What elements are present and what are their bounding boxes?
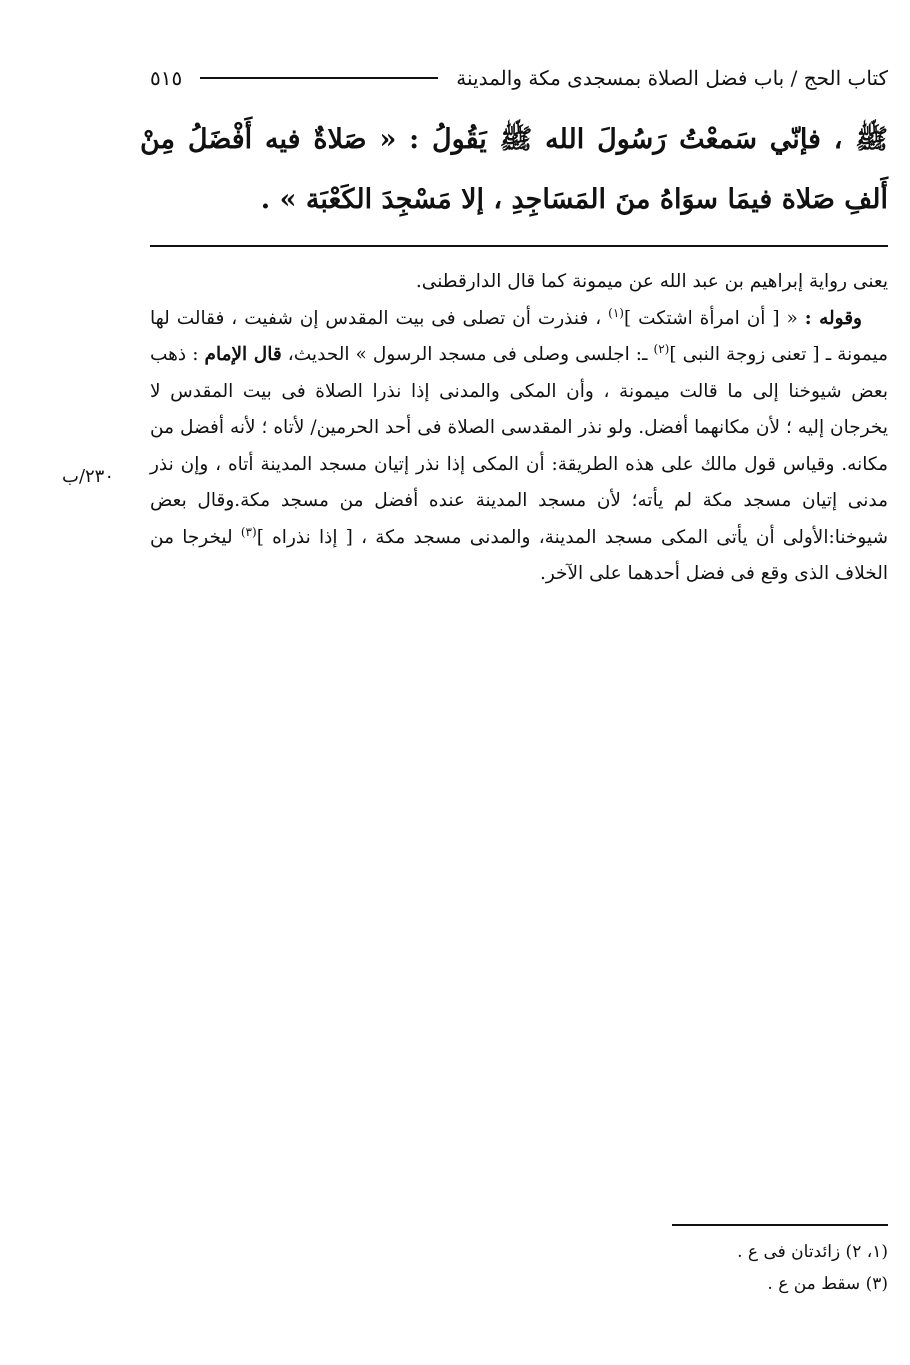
commentary-paragraph — [150, 301, 888, 593]
footnote-marker-2: (٢) — [653, 341, 670, 356]
footnote-marker-3: (٣) — [240, 524, 257, 539]
commentary-segment-a: « [ أن امرأة اشتكت ] — [623, 307, 805, 329]
commentary-imam-label: قال الإمام — [204, 344, 282, 365]
footnote-2: (٣) سقط من ع . — [767, 1274, 888, 1294]
commentary-segment-d: : ذهب بعض شيوخنا إلى ما قالت ميمونة ، وأن المكى والمدنى إذا نذرا الصلاة فى بيت المقدس لا يخرجان إليه ؛ لأن مكانهما أفضل. ولو نذر المقدسى الصلاة فى أحد الحرمين/ لأتاه ؛ لأنه أفضل من مكانه. وقياس قول مالك على هذه الطريقة: أن المكى إذا نذر إتيان مسجد المدينة أتاه ، وإن نذر مدنى إتيان مسجد مكة لم يأته؛ لأن مسجد المدينة عنده أفضل من مسجد مكة.وقال بعض شيوخنا:الأولى أن يأتى المكى مسجد المدينة، والمدنى مسجد مكة ، [ إذا نذراه ] — [150, 344, 888, 548]
commentary-segment-b: ، فنذرت أن تصلى فى بيت المقدس إن شفيت ، فقالت لها ميمونة ـ [ تعنى زوجة النبى ] — [150, 307, 888, 365]
running-header — [150, 58, 888, 98]
header-rule — [200, 77, 438, 79]
commentary-segment-c: ـ: اجلسى وصلى فى مسجد الرسول » الحديث، — [281, 344, 654, 365]
footnotes — [540, 1236, 888, 1300]
footnote-1: (١، ٢) زائدتان فى ع . — [737, 1242, 888, 1262]
footnote-rule — [672, 1224, 888, 1226]
commentary-segment-e: ليخرجا من الخلاف الذى وقع فى فضل أحدهما على الآخر. — [150, 526, 888, 584]
footnote-marker-1: (١) — [608, 305, 624, 320]
header-title: كتاب الحج / باب فضل الصلاة بمسجدى مكة والمدينة — [456, 66, 888, 90]
commentary-line-1: يعنى رواية إبراهيم بن عبد الله عن ميمونة كما قال الدارقطنى. — [415, 271, 888, 292]
hadith-text: ﷺ ، فإنّي سَمعْتُ رَسُولَ الله ﷺ يَقُولُ : « صَلاةٌ فيه أَفْضَلُ مِنْ أَلفِ صَلاة فيمَا سوَاهُ منَ المَسَاجِدِ ، إلا مَسْجِدَ الكَعْبَة » . — [140, 124, 888, 215]
text-divider — [150, 245, 888, 247]
commentary-lead: وقوله : — [804, 307, 862, 329]
folio-margin-note: ٢٣٠/ب — [62, 466, 115, 487]
commentary — [150, 264, 888, 593]
page-number: ٥١٥ — [150, 66, 183, 90]
